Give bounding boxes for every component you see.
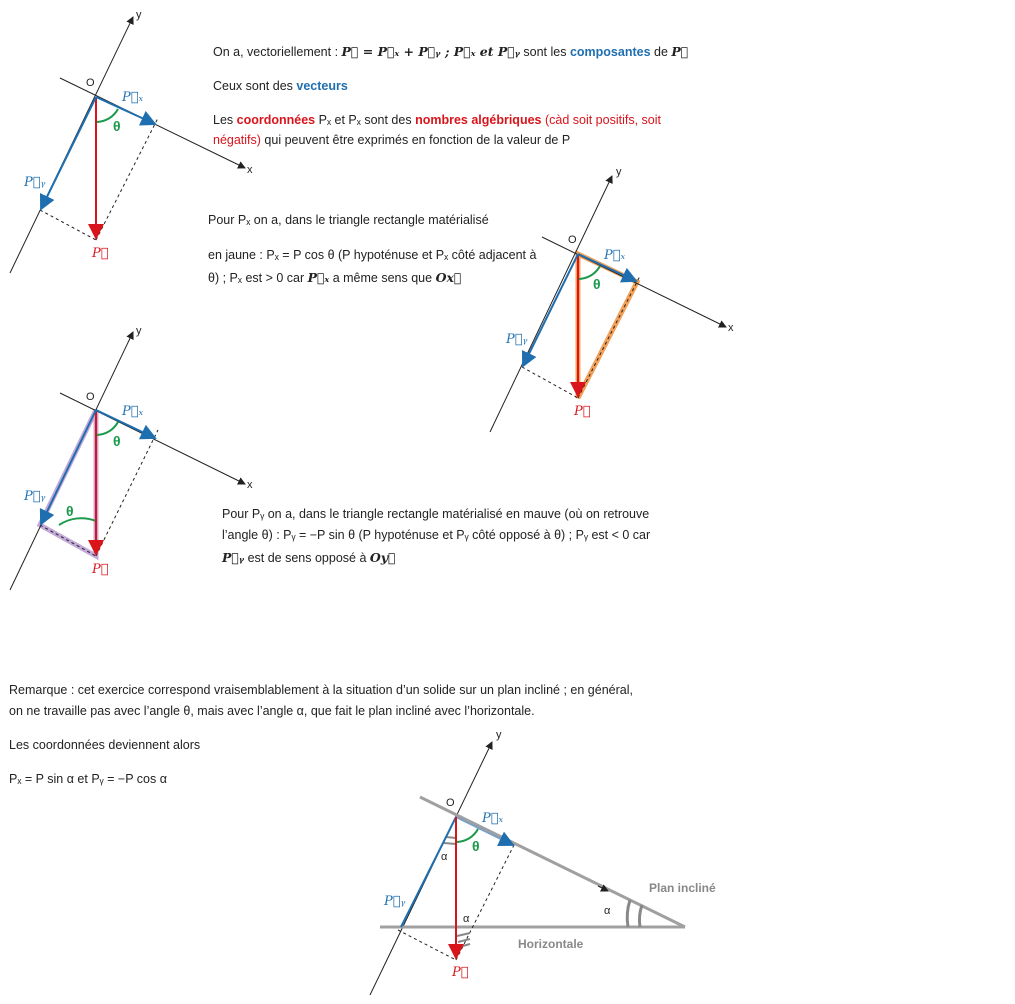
- py-text-2: l’angle θ) : Pᵧ = −P sin θ (P hypoténuse et Pᵧ côté opposé à θ) ; Pᵧ est < 0 car: [222, 528, 651, 542]
- px-text-2: en jaune : Pₓ = P cos θ (P hypoténuse et Pₓ côté adjacent à: [208, 248, 537, 262]
- diagram-label: P⃗ᵧ: [24, 489, 46, 504]
- py-text-3: P⃗ᵧ est de sens opposé à Oy⃗: [222, 550, 396, 565]
- diagram-label: P⃗: [92, 562, 109, 577]
- coordinates-line-2: négatifs) qui peuvent être exprimés en fonction de la valeur de P: [213, 133, 571, 147]
- x-label: x: [247, 164, 253, 176]
- px-text-1: Pour Pₓ on a, dans le triangle rectangle matérialisé: [208, 213, 489, 227]
- diagram-shape: [578, 276, 640, 398]
- diagram-shape: [59, 518, 96, 525]
- diagram-label: α: [441, 851, 448, 863]
- diagram-label: y: [496, 729, 502, 741]
- diagram-label: x: [247, 479, 253, 491]
- diagram-inclined-plane: [370, 729, 716, 995]
- diagram-label: P⃗: [574, 404, 591, 419]
- diagram-shape: [542, 237, 726, 327]
- diagram-shape: [40, 210, 96, 240]
- vectors-line: Ceux sont des vecteurs: [213, 79, 348, 93]
- diagram-label: P⃗ᵧ: [384, 894, 406, 909]
- diagram-shape: [627, 900, 630, 927]
- diagram-shape: [639, 905, 642, 927]
- mauve-triangle: [40, 410, 96, 556]
- remark-formula: Pₓ = P sin α et Pᵧ = −P cos α: [9, 772, 167, 786]
- inclined-plane: [420, 797, 685, 927]
- diagram-shape: [96, 118, 158, 240]
- py-text-1: Pour Pᵧ on a, dans le triangle rectangle matérialisé en mauve (où on retrouve: [222, 507, 650, 521]
- diagram-label: y: [136, 325, 142, 337]
- diagram-shape: [401, 817, 456, 927]
- diagram-label: O: [86, 391, 95, 403]
- diagram-shape: [523, 254, 578, 366]
- y-label: y: [136, 9, 142, 21]
- diagram-shape: [457, 933, 470, 947]
- diagram-py-triangle: [10, 325, 253, 590]
- diagram-label: θ: [593, 276, 601, 292]
- vector-sum-line: On a, vectoriellement : P⃗ = P⃗ₓ + P⃗ᵧ ; P⃗ₓ et P⃗ᵧ sont les composantes de P⃗: [213, 44, 689, 59]
- diagram-label: α: [604, 905, 611, 917]
- horizontale-label: Horizontale: [518, 937, 584, 951]
- diagram-label: x: [728, 322, 734, 334]
- diagram-label: P⃗ₓ: [482, 811, 504, 826]
- vector-Py: [41, 97, 96, 209]
- diagram-label: θ: [113, 433, 121, 449]
- diagram-label: O: [446, 797, 455, 809]
- p-label: P⃗: [92, 246, 109, 261]
- px-label: P⃗ₓ: [122, 90, 144, 105]
- diagram-shape: [456, 843, 515, 960]
- theta-label: θ: [113, 118, 121, 134]
- diagram-shape: [522, 367, 578, 398]
- plan-incline-label: Plan incliné: [649, 881, 716, 895]
- origin-label: O: [86, 77, 95, 89]
- py-label: P⃗ᵧ: [24, 175, 46, 190]
- yellow-triangle: [578, 254, 637, 398]
- diagram-label: P⃗ᵧ: [506, 332, 528, 347]
- diagram-label: θ: [66, 503, 74, 519]
- diagram-label: O: [568, 234, 577, 246]
- diagram-shape: [96, 430, 158, 556]
- diagram-label: y: [616, 166, 622, 178]
- coordinates-line: Les coordonnées Pₓ et Pₓ sont des nombres algébriques (càd soit positifs, soit: [213, 113, 661, 127]
- diagram-label: P⃗ₓ: [122, 404, 144, 419]
- px-text-3: θ) ; Pₓ est > 0 car P⃗ₓ a même sens que Ox⃗: [208, 270, 462, 285]
- diagram-shape: [398, 930, 456, 960]
- remark-text-2: on ne travaille pas avec l’angle θ, mais avec l’angle α, que fait le plan incliné avec l’horizontale.: [9, 704, 535, 718]
- remark-text-3: Les coordonnées deviennent alors: [9, 738, 201, 752]
- remark-text-1: Remarque : cet exercice correspond vraisemblablement à la situation d’un solide sur un plan incliné ; en général,: [9, 683, 633, 697]
- diagram-label: α: [463, 913, 470, 925]
- diagram-label: θ: [472, 838, 480, 854]
- diagram-shape: [60, 393, 245, 484]
- diagram-shape: [490, 176, 612, 432]
- diagram-px-triangle: [490, 166, 734, 432]
- diagram-label: P⃗: [452, 965, 469, 980]
- diagram-label: P⃗ₓ: [604, 248, 626, 263]
